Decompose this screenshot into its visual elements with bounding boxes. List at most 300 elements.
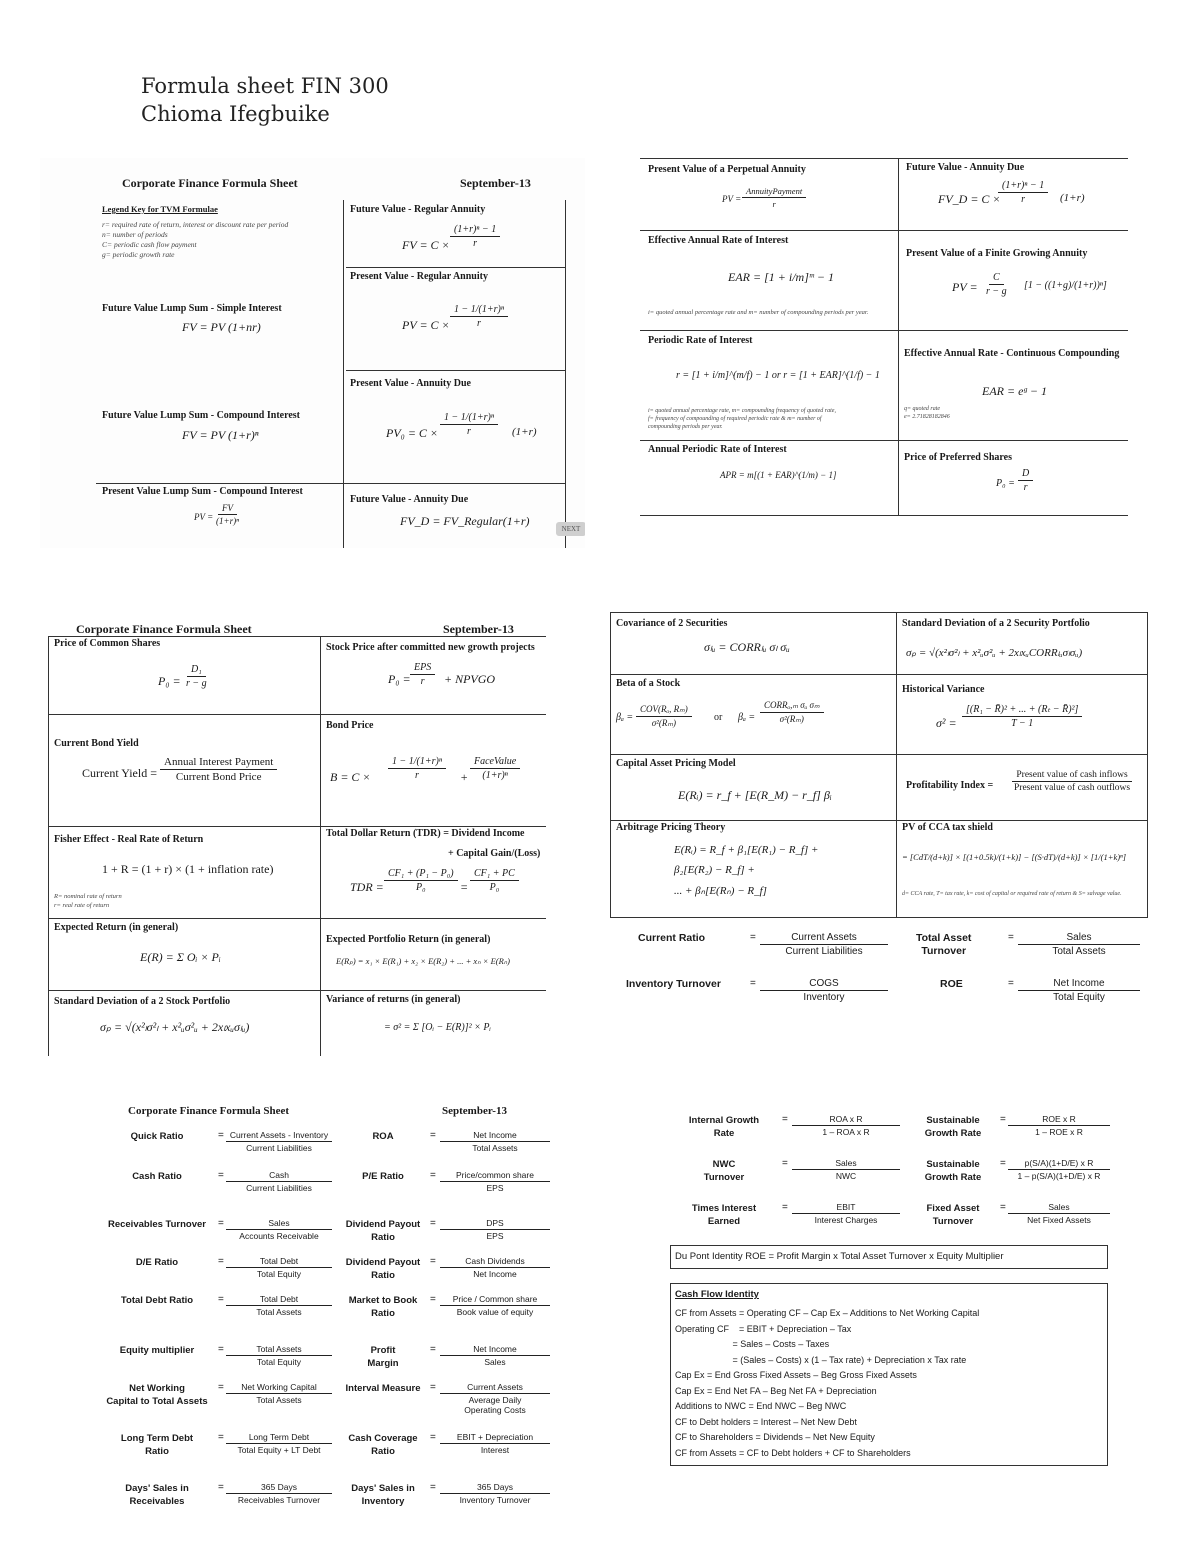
denominator-line-2: Operating Costs — [464, 1405, 526, 1415]
pi-fraction — [1010, 770, 1134, 793]
ratio-label-line: Days' Sales in — [125, 1483, 189, 1494]
numerator: Long Term Debt — [226, 1432, 332, 1444]
ratio-label-line: P/E Ratio — [362, 1171, 404, 1182]
denominator: EPS — [486, 1231, 504, 1241]
ratio-label-line: Days' Sales in — [351, 1483, 415, 1494]
numerator: FaceValue — [470, 756, 520, 769]
denominator: P₀ — [489, 882, 500, 893]
numerator: Total Debt — [226, 1294, 332, 1306]
fv-due-formula: FV_D = FV_Regular(1+r) — [400, 514, 530, 528]
equals-sign: = — [782, 1114, 788, 1125]
ratio-label: ROE — [940, 978, 963, 990]
ratio-label-line: Fixed Asset — [926, 1203, 980, 1214]
growth-ratio-label — [908, 1158, 998, 1184]
equals-sign: = — [430, 1256, 436, 1267]
tdr-title-cont: + Capital Gain/(Loss) — [448, 848, 541, 859]
equals-sign: = — [430, 1218, 436, 1229]
fv-simple-title: Future Value Lump Sum - Simple Interest — [102, 303, 282, 314]
spgrow-tail: + NPVGO — [444, 672, 496, 686]
numerator: p(S/A)(1+D/E) x R — [1008, 1158, 1110, 1170]
numerator: Price/common share — [440, 1170, 550, 1182]
cont-formula: EAR = eᵍ − 1 — [982, 384, 1047, 398]
common-fraction — [182, 664, 211, 689]
pv-due-fraction — [440, 412, 498, 437]
ratio-label-inventory-turnover — [626, 978, 721, 991]
denominator: P₀ — [416, 882, 426, 893]
growth-ratio-fraction — [792, 1158, 900, 1181]
ratio-label-line: NWC — [712, 1159, 736, 1170]
sd-formula: σₚ = √(x²ₗσ²ₗ + x²ᵤσ²ᵤ + 2xₗxᵤσₗᵤ) — [100, 1020, 250, 1034]
ratio-fraction-current — [760, 932, 888, 957]
panel-tvm-formulas — [40, 158, 585, 548]
numerator: Sales — [792, 1158, 900, 1170]
legend-line: C= periodic cash flow payment — [102, 240, 197, 249]
ratio-label — [340, 1130, 426, 1143]
denominator: r − g — [186, 678, 207, 689]
row-divider — [610, 674, 1148, 675]
ratio-label-line: Equity multiplier — [119, 1345, 195, 1356]
equals-sign: = — [218, 1344, 224, 1355]
fv-due-title: Future Value - Annuity Due — [350, 494, 469, 505]
ratio-label-line: Earned — [707, 1216, 741, 1227]
bond-face-fraction — [470, 756, 520, 781]
ratio-label-line: Ratio — [371, 1446, 395, 1457]
growth-ratio-fraction — [792, 1114, 900, 1137]
denominator: Inventory — [803, 992, 845, 1003]
ratio-label-line: Internal Growth — [688, 1115, 760, 1126]
ratio-label — [102, 1344, 212, 1357]
pv-regular-lhs: PV = C × — [402, 318, 450, 332]
denominator: r — [477, 318, 481, 329]
numerator: D — [1018, 468, 1033, 481]
perp-title: Present Value of a Perpetual Annuity — [648, 164, 806, 175]
document-title — [141, 72, 389, 128]
fv-simple-formula: FV = PV (1+nr) — [182, 320, 261, 334]
pv-due-tail: (1+r) — [512, 426, 537, 438]
row-divider — [610, 820, 1148, 821]
numerator: Current Assets - Inventory — [226, 1130, 332, 1142]
dupont-identity: Du Pont Identity ROE = Profit Margin x Total Asset Turnover x Equity Multiplier — [675, 1251, 1004, 1262]
ratio-fraction — [226, 1382, 332, 1405]
beta1-lhs: βₐ = — [616, 712, 634, 723]
ratio-fraction — [440, 1294, 550, 1317]
ratio-label-line: Receivables — [129, 1496, 185, 1507]
numerator: D₁ — [187, 664, 206, 677]
pref-title: Price of Preferred Shares — [904, 452, 1013, 463]
equals-sign: = — [218, 1432, 224, 1443]
denominator: Total Equity — [257, 1269, 301, 1279]
equals-sign: = — [1008, 932, 1014, 943]
ratio-label-line: Inventory — [361, 1496, 405, 1507]
equals-sign: = — [430, 1344, 436, 1355]
denominator: Net Fixed Assets — [1027, 1215, 1091, 1225]
numerator: Total Assets — [226, 1344, 332, 1356]
numerator: FV — [218, 503, 237, 515]
panel-title: Corporate Finance Formula Sheet — [76, 622, 252, 636]
ratio-fraction — [440, 1382, 550, 1415]
beta2-lhs: βₐ = — [738, 712, 756, 723]
ratio-label — [102, 1218, 212, 1231]
numerator: (1+r)ⁿ − 1 — [450, 224, 500, 237]
ratio-label — [340, 1294, 426, 1320]
ratio-label-line: Market to Book — [348, 1295, 418, 1306]
ratio-label — [102, 1130, 212, 1143]
ratio-label-line: Rate — [713, 1128, 735, 1139]
denominator: Current Bond Price — [175, 771, 262, 783]
ratio-fraction — [440, 1482, 550, 1505]
equals-sign: = — [430, 1382, 436, 1393]
row-divider — [640, 230, 1128, 231]
ratio-fraction-inventory-turnover — [760, 978, 888, 1003]
denominator: σ²(Rₘ) — [779, 714, 804, 724]
ratio-label-line: Times Interest — [691, 1203, 757, 1214]
numerator: Total Debt — [226, 1256, 332, 1268]
cont-title: Effective Annual Rate - Continuous Compounding — [904, 348, 1120, 359]
ratio-fraction — [226, 1294, 332, 1317]
denominator: r — [473, 238, 478, 249]
cy-title: Current Bond Yield — [54, 738, 139, 749]
periodic-note: f= frequency of compounding of required periodic rate & m= number of — [648, 416, 822, 422]
numerator: EBIT + Depreciation — [440, 1432, 550, 1444]
growth-ratio-fraction — [792, 1202, 900, 1225]
periodic-note: compounding periods per year. — [648, 424, 723, 430]
cont-note: q= quoted rate — [904, 406, 941, 412]
cy-lhs: Current Yield = — [82, 766, 157, 780]
ratio-label-line: D/E Ratio — [135, 1257, 179, 1268]
fisher-note: R= nominal rate of return — [54, 893, 122, 900]
ratio-label-line: Ratio — [145, 1446, 169, 1457]
numerator: CORRₐ,ₘ σₐ σₘ — [760, 700, 824, 713]
ratio-label-line: Interval Measure — [345, 1383, 421, 1394]
common-title: Price of Common Shares — [54, 638, 161, 649]
panel-date: September-13 — [443, 622, 514, 636]
ear-note: i= quoted annual percentage rate and m= number of compounding periods per year. — [648, 309, 869, 316]
numerator: 1 − 1/(1+r)ⁿ — [440, 412, 498, 425]
numerator: ROE x R — [1008, 1114, 1110, 1126]
er-title: Expected Return (in general) — [54, 922, 179, 933]
growth-ratio-fraction — [1008, 1114, 1110, 1137]
panel-date: September-13 — [442, 1105, 507, 1117]
numerator: Price / Common share — [440, 1294, 550, 1306]
cashflow-line: Cap Ex = End Gross Fixed Assets – Beg Gross Fixed Assets — [675, 1370, 917, 1380]
numerator: 1 − 1/(1+r)ⁿ — [450, 304, 508, 317]
bond-fraction — [388, 756, 446, 781]
ratio-label-line: Quick Ratio — [130, 1131, 184, 1142]
author-line: Chioma Ifegbuike — [141, 102, 330, 126]
cashflow-line: CF to Debt holders = Interest – Net New Debt — [675, 1416, 857, 1427]
ratio-label — [102, 1256, 212, 1269]
column-divider — [896, 612, 897, 918]
ratio-fraction-roe — [1018, 978, 1140, 1003]
ratio-label — [340, 1170, 426, 1183]
ratio-fraction — [226, 1344, 332, 1367]
beta-or: or — [714, 712, 723, 723]
column-divider — [320, 636, 321, 1056]
equals-sign: = — [430, 1432, 436, 1443]
ratio-label-line: ROA — [372, 1131, 394, 1142]
equals-sign: = — [430, 1482, 436, 1493]
panel-financial-ratios — [100, 1100, 560, 1520]
legend-line: n= number of periods — [102, 230, 168, 239]
cashflow-line: Operating CF = EBIT + Depreciation – Tax — [675, 1323, 852, 1334]
equals-sign: = — [782, 1158, 788, 1169]
ratio-fraction — [226, 1256, 332, 1279]
numerator: C — [989, 272, 1004, 285]
numerator: COGS — [760, 978, 888, 991]
cashflow-line: = Sales – Costs – Taxes — [675, 1339, 830, 1349]
equals-sign: = — [218, 1170, 224, 1181]
denominator: Total Assets — [472, 1143, 518, 1153]
ratio-fraction — [440, 1170, 550, 1193]
denominator: σ²(Rₘ) — [651, 718, 676, 728]
denominator: Current Liabilities — [246, 1143, 312, 1153]
equals-sign: = — [430, 1170, 436, 1181]
growth-ratio-label — [674, 1114, 774, 1140]
numerator: AnnuityPayment — [742, 186, 806, 198]
denominator: Average Daily — [468, 1395, 522, 1405]
denominator: Total Equity — [257, 1357, 301, 1367]
ratio-label-line: Turnover — [703, 1172, 745, 1183]
periodic-formula: r = [1 + i/m]^(m/f) − 1 or r = [1 + EAR]^(1/f) − 1 — [676, 370, 880, 381]
numerator: CF₁ + (P₁ − P₀) — [384, 868, 458, 881]
next-page-chip[interactable]: NEXT — [556, 522, 585, 536]
ratio-label-line: Ratio — [371, 1308, 395, 1319]
cashflow-box — [670, 1283, 1108, 1466]
panel-growth-cashflow — [664, 1108, 1114, 1470]
fv-regular-lhs: FV = C × — [402, 238, 450, 252]
tdr-lhs: TDR = — [350, 880, 384, 894]
ratio-label-line: Margin — [367, 1358, 399, 1369]
ear-formula: EAR = [1 + i/m]ᵐ − 1 — [728, 270, 834, 284]
growth-ratio-label — [908, 1114, 998, 1140]
ratio-label-line: Capital to Total Assets — [106, 1396, 208, 1407]
hv-title: Historical Variance — [902, 684, 985, 695]
pv-due-lhs: PV₀ = C × — [386, 426, 439, 440]
ratio-label-current — [638, 932, 705, 945]
apt-title: Arbitrage Pricing Theory — [616, 822, 726, 833]
denominator: r − g — [986, 286, 1007, 297]
denominator: 1 – p(S/A)(1+D/E) x R — [1017, 1171, 1101, 1181]
fvdue-lhs: FV_D = C × — [938, 192, 1001, 206]
cy-fraction — [160, 756, 277, 783]
denominator: Current Liabilities — [785, 946, 863, 957]
numerator: DPS — [440, 1218, 550, 1230]
ratio-fraction — [440, 1344, 550, 1367]
panel-rates-formulas — [640, 158, 1128, 518]
fvdue-tail: (1+r) — [1060, 192, 1085, 204]
equals-sign: = — [218, 1218, 224, 1229]
tdr-equals: = — [460, 880, 469, 894]
equals-sign: = — [218, 1130, 224, 1141]
numerator: Current Assets — [760, 932, 888, 945]
denominator: Accounts Receivable — [239, 1231, 319, 1241]
row-divider — [48, 826, 546, 827]
denominator: Total Assets — [256, 1307, 302, 1317]
pref-fraction — [1018, 468, 1033, 493]
denominator: Present value of cash outflows — [1014, 783, 1131, 793]
pvgrow-tail: [1 − ((1+g)/(1+r))ⁿ] — [1024, 280, 1107, 291]
pvgrow-lhs: PV = — [952, 280, 978, 294]
periodic-title: Periodic Rate of Interest — [648, 335, 753, 346]
growth-ratio-label — [674, 1202, 774, 1228]
numerator: Cash Dividends — [440, 1256, 550, 1268]
denominator: Current Liabilities — [246, 1183, 312, 1193]
row-divider — [48, 714, 546, 715]
cont-note: e= 2.71828182846 — [904, 414, 950, 420]
numerator: Present value of cash inflows — [1012, 770, 1131, 782]
ratio-label — [340, 1482, 426, 1508]
ratio-label-roe — [940, 978, 963, 991]
numerator: ROA x R — [792, 1114, 900, 1126]
ratio-fraction — [440, 1256, 550, 1279]
epr-formula: E(Rₚ) = x₁ × E(R₁) + x₂ × E(R₂) + ... + xₙ × E(Rₙ) — [336, 956, 511, 966]
denominator: r — [415, 770, 419, 781]
denominator: Interest — [480, 1445, 510, 1455]
equals-sign: = — [750, 978, 756, 989]
denominator: r — [420, 676, 425, 687]
ratio-label — [340, 1256, 426, 1282]
equals-sign: = — [218, 1382, 224, 1393]
growth-ratio-fraction — [1008, 1158, 1110, 1181]
ratio-fraction — [440, 1130, 550, 1153]
ratio-label-line: Net Working — [129, 1383, 185, 1394]
denominator: T − 1 — [1011, 718, 1034, 729]
ratio-label-line: Cash Coverage — [348, 1433, 418, 1444]
cashflow-line: CF from Assets = CF to Debt holders + CF to Shareholders — [675, 1447, 911, 1458]
perp-fraction — [742, 186, 806, 209]
numerator: Net Working Capital — [226, 1382, 332, 1394]
equals-sign: = — [1000, 1202, 1006, 1213]
numerator: Sales — [1008, 1202, 1110, 1214]
cashflow-line: Additions to NWC = End NWC – Beg NWC — [675, 1401, 847, 1411]
ratio-label — [340, 1344, 426, 1370]
ratio-label-line: Growth Rate — [924, 1128, 982, 1139]
denominator: Total Assets — [1052, 946, 1106, 957]
right-border — [565, 200, 566, 548]
var-formula: = σ² = Σ [Oᵢ − E(R)]² × Pᵢ — [384, 1022, 492, 1033]
bond-title: Bond Price — [326, 720, 374, 731]
ratio-fraction — [226, 1218, 332, 1241]
perp-lhs: PV = — [722, 194, 742, 204]
beta2-fraction — [760, 700, 824, 725]
pv-lump-fraction — [212, 503, 243, 526]
ratio-label: Inventory Turnover — [626, 978, 721, 990]
ratio-fraction — [226, 1482, 332, 1505]
numerator: Cash — [226, 1170, 332, 1182]
cca-note: d= CCA rate, T= tax rate, k= cost of capital or required rate of return & S= salvage value. — [902, 891, 1122, 897]
ratio-label — [102, 1382, 212, 1408]
row-divider — [48, 918, 546, 919]
ratio-label — [102, 1482, 212, 1508]
denominator: 1 – ROE x R — [1035, 1127, 1083, 1137]
epr-title: Expected Portfolio Return (in general) — [326, 934, 491, 945]
equals-sign: = — [218, 1294, 224, 1305]
row-divider — [346, 370, 566, 371]
ratio-label — [102, 1170, 212, 1183]
denominator: r — [1021, 194, 1026, 205]
ratio-label-line: Sustainable — [926, 1159, 980, 1170]
cashflow-title: Cash Flow Identity — [675, 1289, 759, 1300]
numerator: EPS — [410, 662, 435, 675]
fisher-formula: 1 + R = (1 + r) × (1 + inflation rate) — [102, 862, 274, 876]
denominator: Total Equity + LT Debt — [237, 1445, 321, 1455]
numerator: Current Assets — [440, 1382, 550, 1394]
pvgrow-title: Present Value of a Finite Growing Annuity — [906, 248, 1088, 259]
cashflow-line: Cap Ex = End Net FA – Beg Net FA + Depreciation — [675, 1385, 877, 1396]
ratio-label — [340, 1218, 426, 1244]
column-divider — [898, 158, 899, 516]
capm-formula: E(Rᵢ) = r_f + [E(R_M) − r_f] βᵢ — [678, 788, 832, 802]
row-divider — [640, 330, 1128, 331]
ratio-label — [102, 1432, 212, 1458]
ratio-fraction — [226, 1170, 332, 1193]
row-divider — [96, 483, 566, 484]
legend-line: g= periodic growth rate — [102, 250, 175, 259]
fisher-note: r= real rate of return — [54, 902, 110, 909]
pv-regular-title: Present Value - Regular Annuity — [350, 271, 488, 282]
beta-title: Beta of a Stock — [616, 678, 681, 689]
denominator: r — [772, 199, 776, 209]
apt-line: E(Rᵢ) = R_f + β₁[E(R₁) − R_f] + — [674, 844, 819, 856]
panel-date: September-13 — [460, 176, 531, 190]
denominator: Interest Charges — [814, 1215, 878, 1225]
denominator: NWC — [835, 1171, 857, 1181]
ratio-label-line: Growth Rate — [924, 1172, 982, 1183]
ratio-label-total-asset-turnover — [916, 932, 971, 958]
apr-title: Annual Periodic Rate of Interest — [648, 444, 787, 455]
dupont-box — [670, 1245, 1108, 1269]
cashflow-line: = (Sales – Costs) x (1 – Tax rate) + Depreciation x Tax rate — [675, 1354, 967, 1365]
equals-sign: = — [218, 1482, 224, 1493]
numerator: 1 − 1/(1+r)ⁿ — [388, 756, 446, 769]
ratio-label-line: Long Term Debt — [120, 1433, 194, 1444]
growth-ratio-label — [674, 1158, 774, 1184]
denominator: 1 – ROA x R — [822, 1127, 870, 1137]
ratio-label-line: Turnover — [932, 1216, 974, 1227]
ratio-label — [102, 1294, 212, 1307]
pv-due-title: Present Value - Annuity Due — [350, 378, 471, 389]
equals-sign: = — [218, 1256, 224, 1267]
pv-regular-fraction — [450, 304, 508, 329]
beta1-fraction — [636, 704, 692, 729]
denominator: Receivables Turnover — [237, 1495, 321, 1505]
denominator: Sales — [484, 1357, 506, 1367]
ratio-fraction-total-asset-turnover — [1018, 932, 1140, 957]
numerator: Net Income — [440, 1130, 550, 1142]
ratio-label-line: Ratio — [371, 1232, 395, 1243]
fv-compound-formula: FV = PV (1+r)ⁿ — [182, 428, 259, 442]
denominator: (1+r)ⁿ — [216, 516, 239, 526]
denominator: EPS — [486, 1183, 504, 1193]
pv-lump-title: Present Value Lump Sum - Compound Interest — [102, 486, 303, 497]
ratio-fraction — [226, 1432, 332, 1455]
sd-title: Standard Deviation of a 2 Stock Portfolio — [54, 996, 231, 1007]
sd2-title: Standard Deviation of a 2 Security Portfolio — [902, 618, 1090, 629]
equals-sign: = — [782, 1202, 788, 1213]
er-formula: E(R) = Σ Oᵢ × Pᵢ — [140, 950, 221, 964]
left-border — [48, 636, 49, 1056]
numerator: Sales — [1018, 932, 1140, 945]
equals-sign: = — [1000, 1114, 1006, 1125]
growth-ratio-fraction — [1008, 1202, 1110, 1225]
denominator: Net Income — [473, 1269, 517, 1279]
pv-lump-lhs: PV = — [194, 512, 214, 522]
tdr-fraction-2 — [470, 868, 519, 893]
ratio-fraction — [440, 1218, 550, 1241]
ratio-label-line: Sustainable — [926, 1115, 980, 1126]
cov-title: Covariance of 2 Securities — [616, 618, 728, 629]
ratio-fraction — [440, 1432, 550, 1455]
